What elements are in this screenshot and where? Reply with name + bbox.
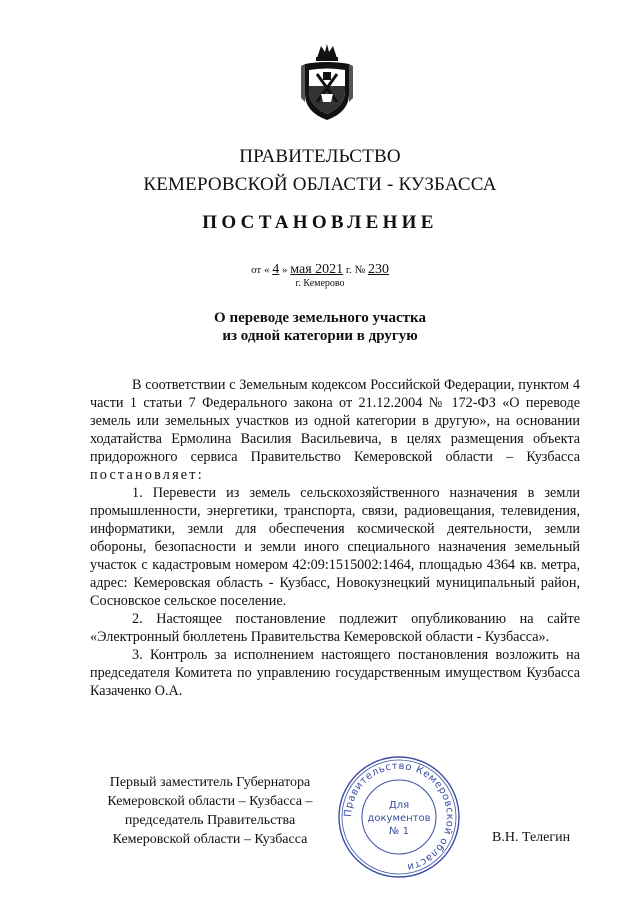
year-suffix: г. № (345, 264, 366, 276)
region-title: КЕМЕРОВСКОЙ ОБЛАСТИ - КУЗБАССА (143, 174, 497, 195)
date-day: 4 (272, 262, 280, 277)
signatory-title (90, 773, 330, 849)
signatory-name: В.Н. Телегин (492, 830, 571, 845)
stamp-center-line-1: Для (388, 800, 410, 811)
city-label: г. Кемерово (295, 278, 345, 289)
date-number-line (0, 262, 640, 278)
coat-of-arms-icon (299, 42, 355, 122)
paragraph-1: 1. Перевести из земель сельскохозяйственного назначения в земли промышленности, энергетики, транспорта, связи, радиовещания, телевидения, информатики, земли для обеспечения космической деятельности, земли обороны, безопасности и земли иного специального назначения земельный участок с кадастровым номером 42:09:1515002:1464, площадью 4364 кв. метра, адрес: Кемеровская область - Кузбасс, Новокузнецкий муниципальный район, Сосновское сельское поселение. (90, 485, 580, 609)
signatory-line-4: Кемеровской области – Кузбасса (112, 832, 308, 847)
stamp-center-line-2: документов (367, 813, 431, 824)
decree-word: постановляет: (90, 467, 204, 483)
document-body (90, 376, 580, 700)
date-quote-close: » (281, 264, 288, 276)
subject-line-1: О переводе земельного участка (214, 310, 426, 326)
signatory-line-3: председатель Правительства (124, 813, 296, 828)
subject-line-2: из одной категории в другую (222, 328, 418, 344)
stamp-center-line-3: № 1 (389, 826, 409, 837)
signatory-line-1: Первый заместитель Губернатора (109, 775, 311, 790)
date-prefix: от « (251, 264, 270, 276)
signatory-line-2: Кемеровской области – Кузбасса – (107, 794, 313, 809)
document-type-heading: ПОСТАНОВЛЕНИЕ (202, 212, 438, 233)
intro-text: В соответствии с Земельным кодексом Российской Федерации, пунктом 4 части 1 статьи 7 Федерального закона от 21.12.2004 № 172-ФЗ «О переводе земель или земельных участков из одной категории в другую», на основании ходатайства Ермолина Василия Васильевича, в целях размещения объекта придорожного сервиса Правительство Кемеровской области – Кузбасса (90, 377, 580, 465)
document-number: 230 (367, 262, 389, 277)
stamp-ring-text: Правительство Кемеровской области (342, 760, 456, 873)
government-title: ПРАВИТЕЛЬСТВО (239, 146, 401, 167)
paragraph-3: 3. Контроль за исполнением настоящего постановления возложить на председателя Комитета по управлению государственным имуществом Кузбасса Казаченко О.А. (90, 647, 580, 699)
official-stamp-icon (334, 752, 464, 882)
intro-paragraph (90, 376, 580, 484)
date-month-year: мая 2021 (290, 262, 344, 277)
paragraph-2: 2. Настоящее постановление подлежит опубликованию на сайте «Электронный бюллетень Правительства Кемеровской области - Кузбасса». (90, 611, 580, 645)
